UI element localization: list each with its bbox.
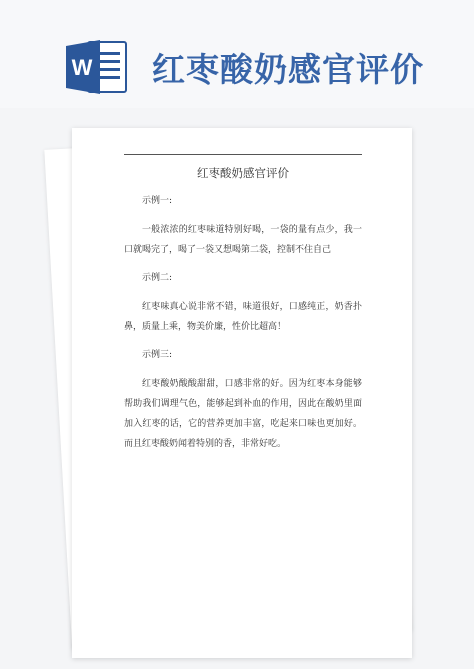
section-text: 红枣味真心说非常不错，味道很好，口感纯正，奶香扑鼻，质量上乘，物美价廉，性价比超高！ xyxy=(124,302,362,332)
header-rule xyxy=(124,154,362,155)
banner-title: 红枣酸奶感官评价 xyxy=(152,50,424,89)
document-body xyxy=(124,154,362,464)
section-label: 示例三: xyxy=(142,350,173,360)
header-banner xyxy=(0,0,474,108)
svg-text:W: W xyxy=(71,55,93,80)
section-text: 一般浓浓的红枣味道特别好喝，一袋的量有点少，我一口就喝完了，喝了一袋又想喝第二袋，控制不住自己 xyxy=(124,225,362,255)
word-document-icon xyxy=(66,38,128,96)
document-page xyxy=(72,128,412,658)
document-title: 红枣酸奶感官评价 xyxy=(197,166,289,180)
section-label: 示例二: xyxy=(142,273,173,283)
section-label: 示例一: xyxy=(142,196,173,206)
section-text: 红枣酸奶酸酸甜甜，口感非常的好。因为红枣本身能够帮助我们调理气色，能够起到补血的作用，因此在酸奶里面加入红枣的话，它的营养更加丰富，吃起来口味也更加好。而且红枣酸奶闻着特别的香，非常好吃。 xyxy=(124,379,362,449)
